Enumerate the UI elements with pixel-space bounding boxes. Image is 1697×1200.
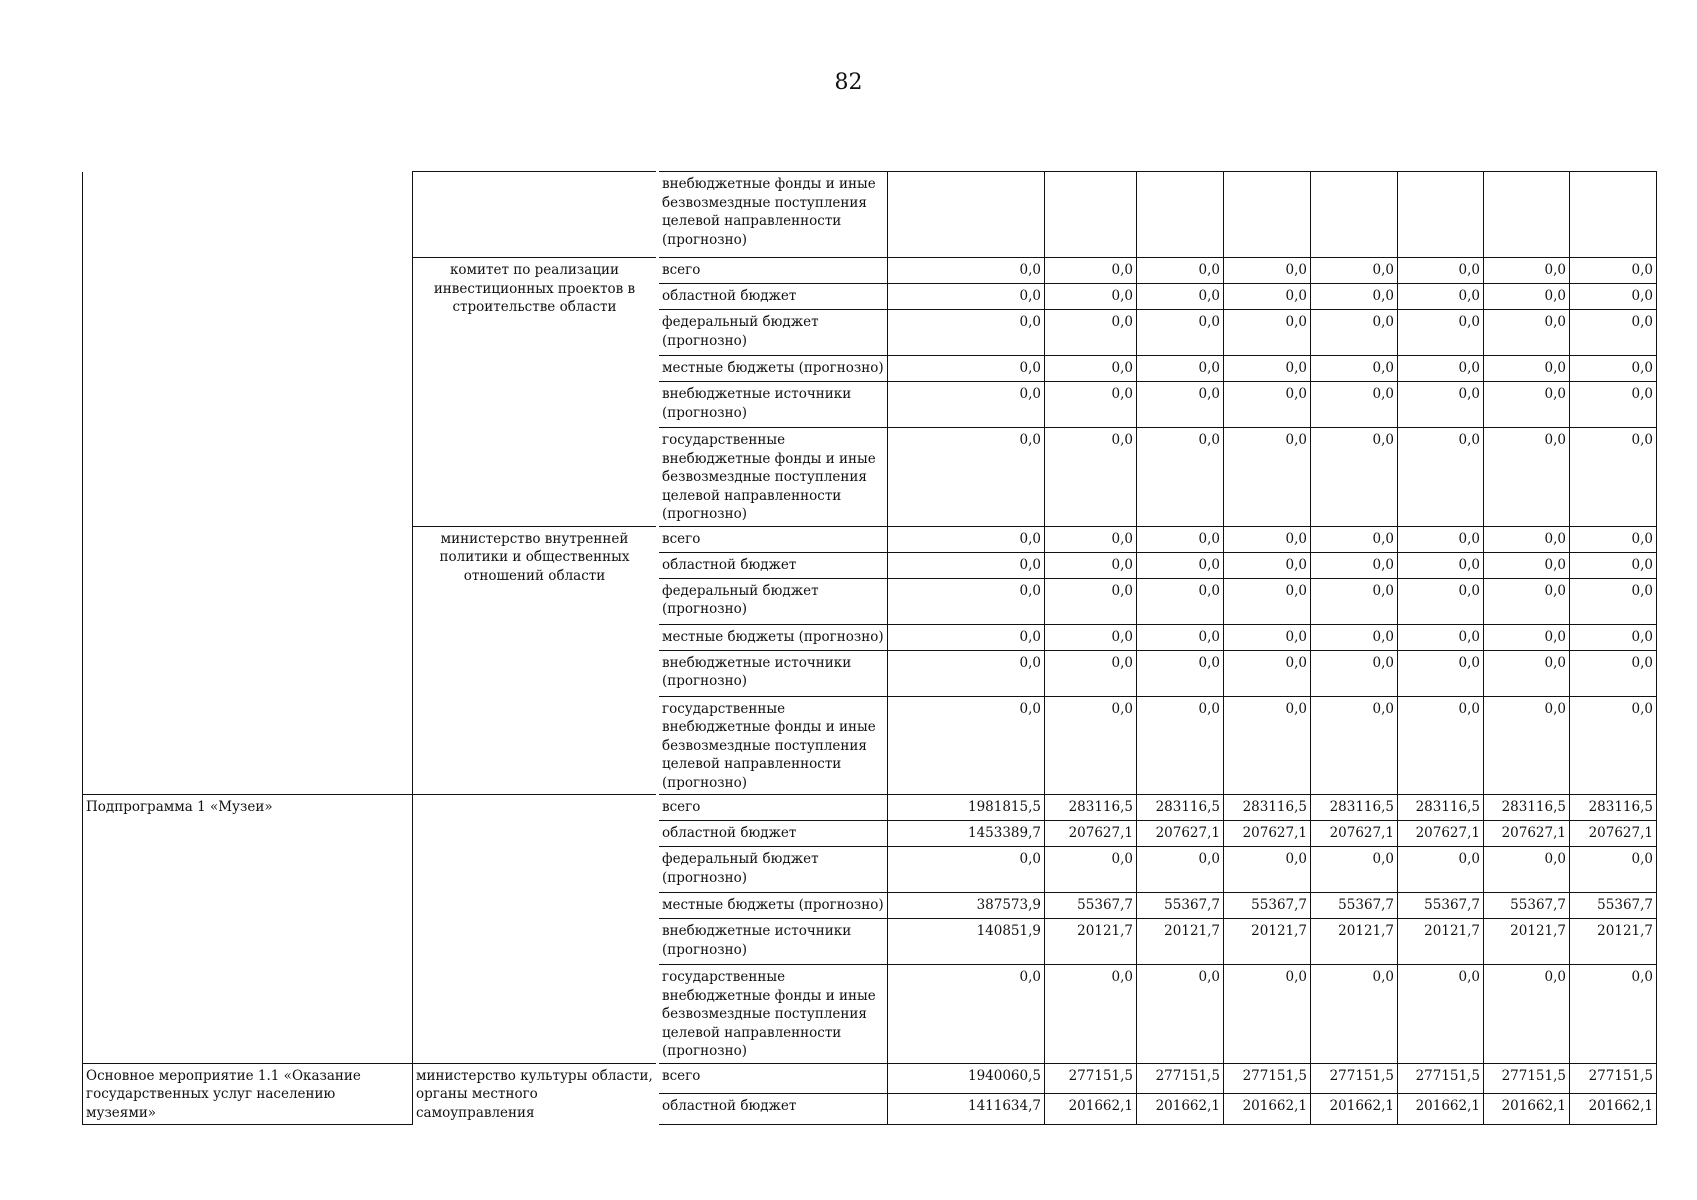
value-cell: 0,0: [1137, 847, 1224, 893]
value-cell: [1570, 172, 1657, 258]
value-cell: 1940060,5: [888, 1063, 1045, 1094]
budget-table-body: [83, 172, 1657, 1125]
value-cell: 0,0: [1311, 552, 1398, 578]
value-cell: 0,0: [1484, 552, 1570, 578]
value-cell: 0,0: [1311, 284, 1398, 310]
value-cell: 0,0: [1224, 310, 1311, 356]
owner-cell: [413, 795, 658, 1064]
value-cell: 0,0: [1484, 847, 1570, 893]
source-cell: областной бюджет: [658, 552, 888, 578]
value-cell: 207627,1: [1045, 821, 1137, 847]
value-cell: 0,0: [1484, 578, 1570, 624]
value-cell: 140851,9: [888, 919, 1045, 965]
value-cell: 0,0: [1045, 624, 1137, 650]
value-cell: 0,0: [1224, 624, 1311, 650]
value-cell: 0,0: [1137, 526, 1224, 552]
value-cell: 207627,1: [1570, 821, 1657, 847]
value-cell: 207627,1: [1311, 821, 1398, 847]
subprogram-title-cell: Подпрограмма 1 «Музеи»: [83, 795, 413, 1064]
value-cell: 55367,7: [1398, 893, 1484, 919]
measure-title-cell: Основное мероприятие 1.1 «Оказание государственных услуг населению музеями»: [83, 1063, 413, 1125]
source-cell: государственные внебюджетные фонды и иные безвозмездные поступления целевой направленности (прогнозно): [658, 428, 888, 527]
value-cell: 0,0: [888, 624, 1045, 650]
value-cell: 201662,1: [1045, 1094, 1137, 1125]
value-cell: 0,0: [1311, 624, 1398, 650]
value-cell: 0,0: [1045, 526, 1137, 552]
value-cell: 277151,5: [1311, 1063, 1398, 1094]
value-cell: 0,0: [1311, 847, 1398, 893]
value-cell: 0,0: [1045, 428, 1137, 527]
value-cell: 0,0: [1045, 552, 1137, 578]
value-cell: 0,0: [1311, 965, 1398, 1064]
value-cell: 0,0: [1137, 284, 1224, 310]
value-cell: 283116,5: [1398, 795, 1484, 821]
value-cell: 0,0: [1570, 526, 1657, 552]
source-cell: всего: [658, 526, 888, 552]
value-cell: 0,0: [1045, 356, 1137, 382]
value-cell: [1224, 172, 1311, 258]
value-cell: 0,0: [1224, 696, 1311, 795]
value-cell: 0,0: [1398, 578, 1484, 624]
value-cell: 0,0: [1224, 382, 1311, 428]
value-cell: 0,0: [1484, 696, 1570, 795]
value-cell: 283116,5: [1311, 795, 1398, 821]
value-cell: 283116,5: [1570, 795, 1657, 821]
source-cell: местные бюджеты (прогнозно): [658, 624, 888, 650]
value-cell: 0,0: [1484, 284, 1570, 310]
value-cell: 0,0: [1045, 965, 1137, 1064]
budget-table: [82, 171, 1657, 1125]
value-cell: 0,0: [1137, 650, 1224, 696]
value-cell: 0,0: [888, 356, 1045, 382]
value-cell: 0,0: [1484, 258, 1570, 284]
value-cell: 277151,5: [1570, 1063, 1657, 1094]
value-cell: 0,0: [888, 428, 1045, 527]
value-cell: 0,0: [1045, 382, 1137, 428]
value-cell: 0,0: [1045, 258, 1137, 284]
source-cell: внебюджетные источники (прогнозно): [658, 382, 888, 428]
value-cell: 0,0: [1045, 284, 1137, 310]
table-row: [83, 1063, 1657, 1094]
value-cell: 207627,1: [1484, 821, 1570, 847]
owner-cell: [413, 172, 658, 258]
value-cell: 0,0: [888, 310, 1045, 356]
value-cell: 55367,7: [1311, 893, 1398, 919]
value-cell: 0,0: [1570, 847, 1657, 893]
value-cell: 0,0: [888, 965, 1045, 1064]
value-cell: 20121,7: [1137, 919, 1224, 965]
value-cell: 0,0: [1570, 965, 1657, 1064]
value-cell: 277151,5: [1137, 1063, 1224, 1094]
value-cell: 201662,1: [1224, 1094, 1311, 1125]
value-cell: 0,0: [1137, 428, 1224, 527]
value-cell: 20121,7: [1045, 919, 1137, 965]
value-cell: 0,0: [888, 526, 1045, 552]
source-cell: внебюджетные источники (прогнозно): [658, 919, 888, 965]
value-cell: 207627,1: [1398, 821, 1484, 847]
value-cell: 0,0: [1045, 650, 1137, 696]
value-cell: 0,0: [1224, 847, 1311, 893]
value-cell: 207627,1: [1137, 821, 1224, 847]
value-cell: 0,0: [1045, 847, 1137, 893]
value-cell: 0,0: [1570, 552, 1657, 578]
value-cell: 0,0: [1484, 428, 1570, 527]
value-cell: [1311, 172, 1398, 258]
value-cell: 0,0: [1137, 578, 1224, 624]
value-cell: 0,0: [1570, 624, 1657, 650]
value-cell: 0,0: [1311, 578, 1398, 624]
value-cell: 283116,5: [1484, 795, 1570, 821]
value-cell: 387573,9: [888, 893, 1045, 919]
value-cell: 0,0: [1398, 284, 1484, 310]
value-cell: 55367,7: [1045, 893, 1137, 919]
value-cell: 0,0: [888, 382, 1045, 428]
value-cell: 0,0: [1570, 356, 1657, 382]
value-cell: 0,0: [1311, 310, 1398, 356]
value-cell: 0,0: [1398, 258, 1484, 284]
value-cell: 0,0: [1224, 356, 1311, 382]
value-cell: 55367,7: [1484, 893, 1570, 919]
value-cell: 0,0: [1398, 847, 1484, 893]
value-cell: 55367,7: [1570, 893, 1657, 919]
source-cell: федеральный бюджет (прогнозно): [658, 578, 888, 624]
owner-cell: министерство внутренней политики и общественных отношений области: [413, 526, 658, 795]
value-cell: 0,0: [1398, 310, 1484, 356]
value-cell: 1453389,7: [888, 821, 1045, 847]
value-cell: 0,0: [888, 258, 1045, 284]
value-cell: [1484, 172, 1570, 258]
value-cell: 0,0: [888, 552, 1045, 578]
value-cell: 201662,1: [1311, 1094, 1398, 1125]
value-cell: 0,0: [1311, 356, 1398, 382]
value-cell: 283116,5: [1045, 795, 1137, 821]
value-cell: 0,0: [1224, 284, 1311, 310]
section-title-cell: [83, 172, 413, 795]
value-cell: 283116,5: [1224, 795, 1311, 821]
value-cell: 0,0: [1311, 696, 1398, 795]
value-cell: 0,0: [1484, 650, 1570, 696]
value-cell: 0,0: [1224, 428, 1311, 527]
value-cell: 0,0: [1045, 310, 1137, 356]
source-cell: всего: [658, 258, 888, 284]
value-cell: 277151,5: [1398, 1063, 1484, 1094]
value-cell: 0,0: [1570, 650, 1657, 696]
value-cell: 1411634,7: [888, 1094, 1045, 1125]
page-number: 82: [834, 70, 863, 95]
value-cell: 0,0: [1484, 356, 1570, 382]
value-cell: 277151,5: [1045, 1063, 1137, 1094]
value-cell: 0,0: [1224, 258, 1311, 284]
source-cell: государственные внебюджетные фонды и иные безвозмездные поступления целевой направленности (прогнозно): [658, 696, 888, 795]
value-cell: 0,0: [1398, 624, 1484, 650]
value-cell: 0,0: [1484, 382, 1570, 428]
value-cell: 207627,1: [1224, 821, 1311, 847]
source-cell: внебюджетные источники (прогнозно): [658, 650, 888, 696]
value-cell: 0,0: [1311, 258, 1398, 284]
owner-cell: министерство культуры области, органы местного самоуправления: [413, 1063, 658, 1125]
value-cell: 0,0: [1224, 650, 1311, 696]
value-cell: 0,0: [1570, 284, 1657, 310]
table-row: [83, 172, 1657, 258]
value-cell: [1137, 172, 1224, 258]
source-cell: внебюджетные фонды и иные безвозмездные поступления целевой направленности (прогнозно): [658, 172, 888, 258]
value-cell: 55367,7: [1137, 893, 1224, 919]
value-cell: 0,0: [1137, 624, 1224, 650]
value-cell: 0,0: [1311, 526, 1398, 552]
value-cell: 0,0: [888, 578, 1045, 624]
value-cell: 0,0: [1224, 526, 1311, 552]
value-cell: 0,0: [1570, 696, 1657, 795]
source-cell: федеральный бюджет (прогнозно): [658, 310, 888, 356]
value-cell: 0,0: [1570, 382, 1657, 428]
value-cell: 0,0: [1137, 356, 1224, 382]
value-cell: 0,0: [1224, 552, 1311, 578]
value-cell: 0,0: [1570, 310, 1657, 356]
value-cell: 201662,1: [1484, 1094, 1570, 1125]
value-cell: 0,0: [1398, 965, 1484, 1064]
value-cell: 0,0: [1311, 382, 1398, 428]
owner-cell: комитет по реализации инвестиционных проектов в строительстве области: [413, 258, 658, 527]
value-cell: 277151,5: [1224, 1063, 1311, 1094]
value-cell: 0,0: [1311, 428, 1398, 527]
source-cell: всего: [658, 1063, 888, 1094]
value-cell: 0,0: [1137, 552, 1224, 578]
value-cell: 0,0: [1570, 578, 1657, 624]
value-cell: 0,0: [1398, 428, 1484, 527]
value-cell: 0,0: [1045, 578, 1137, 624]
value-cell: [1045, 172, 1137, 258]
source-cell: всего: [658, 795, 888, 821]
value-cell: [888, 172, 1045, 258]
source-cell: областной бюджет: [658, 821, 888, 847]
value-cell: 1981815,5: [888, 795, 1045, 821]
value-cell: 0,0: [1398, 552, 1484, 578]
value-cell: 0,0: [1224, 965, 1311, 1064]
value-cell: [1398, 172, 1484, 258]
value-cell: 0,0: [1311, 650, 1398, 696]
value-cell: 0,0: [1137, 965, 1224, 1064]
value-cell: 0,0: [888, 696, 1045, 795]
value-cell: 0,0: [1570, 428, 1657, 527]
value-cell: 0,0: [888, 847, 1045, 893]
value-cell: 0,0: [1484, 310, 1570, 356]
value-cell: 0,0: [1137, 258, 1224, 284]
value-cell: 0,0: [1137, 382, 1224, 428]
value-cell: 0,0: [1224, 578, 1311, 624]
value-cell: 201662,1: [1398, 1094, 1484, 1125]
value-cell: 0,0: [1045, 696, 1137, 795]
value-cell: 55367,7: [1224, 893, 1311, 919]
value-cell: 0,0: [1398, 696, 1484, 795]
value-cell: 0,0: [1137, 310, 1224, 356]
table-row: [83, 795, 1657, 821]
value-cell: 201662,1: [1137, 1094, 1224, 1125]
value-cell: 201662,1: [1570, 1094, 1657, 1125]
value-cell: 0,0: [1484, 965, 1570, 1064]
source-cell: областной бюджет: [658, 284, 888, 310]
value-cell: 20121,7: [1484, 919, 1570, 965]
value-cell: 277151,5: [1484, 1063, 1570, 1094]
value-cell: 0,0: [1398, 382, 1484, 428]
value-cell: 0,0: [1570, 258, 1657, 284]
source-cell: местные бюджеты (прогнозно): [658, 356, 888, 382]
value-cell: 20121,7: [1570, 919, 1657, 965]
value-cell: 0,0: [888, 284, 1045, 310]
value-cell: 0,0: [1484, 624, 1570, 650]
value-cell: 0,0: [888, 650, 1045, 696]
value-cell: 0,0: [1484, 526, 1570, 552]
value-cell: 0,0: [1398, 356, 1484, 382]
source-cell: областной бюджет: [658, 1094, 888, 1125]
value-cell: 20121,7: [1311, 919, 1398, 965]
source-cell: федеральный бюджет (прогнозно): [658, 847, 888, 893]
value-cell: 0,0: [1398, 526, 1484, 552]
value-cell: 20121,7: [1224, 919, 1311, 965]
value-cell: 283116,5: [1137, 795, 1224, 821]
value-cell: 0,0: [1398, 650, 1484, 696]
value-cell: 20121,7: [1398, 919, 1484, 965]
source-cell: местные бюджеты (прогнозно): [658, 893, 888, 919]
value-cell: 0,0: [1137, 696, 1224, 795]
source-cell: государственные внебюджетные фонды и иные безвозмездные поступления целевой направленности (прогнозно): [658, 965, 888, 1064]
